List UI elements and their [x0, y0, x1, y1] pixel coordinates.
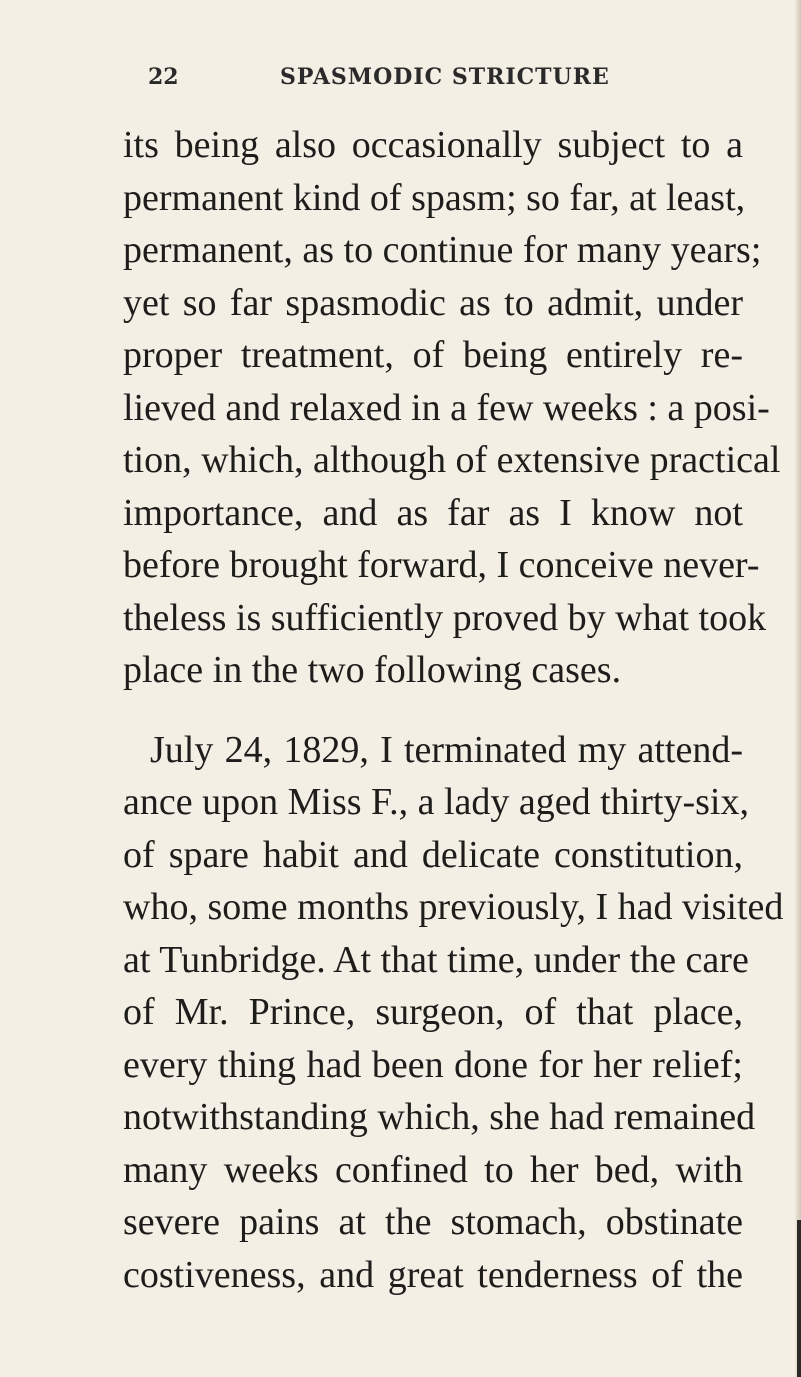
page-number: 22	[148, 64, 179, 90]
text-line: costiveness, and great tenderness of the	[123, 1253, 743, 1296]
text-line: proper treatment, of being entirely re-	[123, 334, 743, 376]
text-line: ance upon Miss F., a lady aged thirty-six,	[123, 781, 749, 823]
paragraph-1	[123, 119, 781, 697]
text-line: yet so far spasmodic as to admit, under	[123, 281, 743, 324]
text-line: every thing had been done for her relief;	[123, 1043, 743, 1086]
text-line: severe pains at the stomach, obstinate	[123, 1201, 743, 1243]
text-line: permanent kind of spasm; so far, at least,	[123, 176, 746, 219]
text-line: before brought forward, I conceive never-	[123, 544, 760, 586]
text-line: of spare habit and delicate constitution,	[123, 833, 743, 876]
body-text	[123, 119, 784, 1301]
text-line: permanent, as to continue for many years;	[123, 229, 762, 271]
text-line: lieved and relaxed in a few weeks : a posi-	[123, 386, 770, 429]
text-line: its being also occasionally subject to a	[123, 124, 743, 166]
running-title: SPASMODIC STRICTURE	[280, 64, 610, 90]
text-line: many weeks confined to her bed, with	[123, 1148, 743, 1191]
text-line: place in the two following cases.	[123, 649, 622, 691]
text-line: at Tunbridge. At that time, under the care	[123, 938, 749, 981]
text-line: importance, and as far as I know not	[123, 491, 743, 534]
page-header	[0, 64, 801, 98]
paragraph-gap	[123, 697, 743, 724]
paragraph-2	[123, 724, 784, 1302]
page-edge	[795, 0, 801, 1377]
text-line: theless is sufficiently proved by what took	[123, 596, 767, 639]
text-line: July 24, 1829, I terminated my attend-	[150, 728, 743, 771]
page-edge-shadow	[797, 1220, 801, 1377]
text-line: notwithstanding which, she had remained	[123, 1096, 756, 1138]
text-line: who, some months previously, I had visited	[123, 886, 784, 928]
text-line: tion, which, although of extensive practical	[123, 439, 781, 481]
text-line: of Mr. Prince, surgeon, of that place,	[123, 991, 743, 1033]
